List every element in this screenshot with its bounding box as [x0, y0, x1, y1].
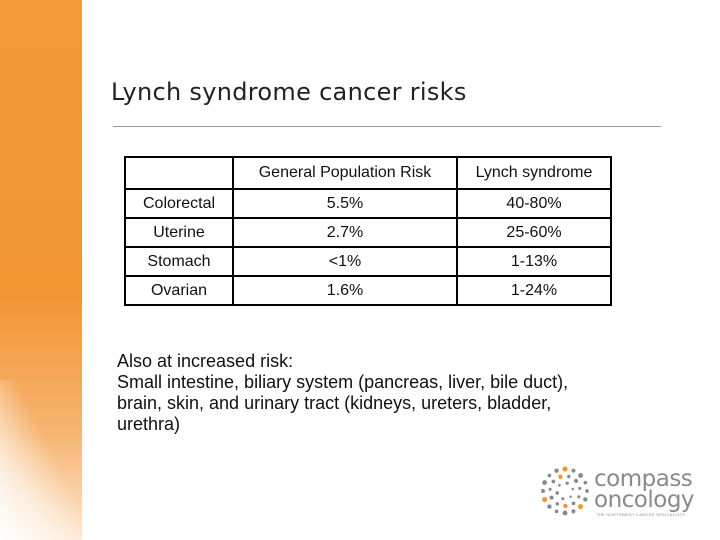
logo-tagline: THE NORTHWEST CANCER SPECIALISTS: [596, 512, 686, 517]
table-header-cell: Lynch syndrome: [457, 157, 611, 189]
note-line: Small intestine, biliary system (pancreas, liver, bile duct),: [117, 372, 569, 392]
table-cell: Ovarian: [125, 276, 233, 305]
logo-dot: [574, 479, 578, 483]
table-cell: 1-13%: [457, 247, 611, 276]
table-header-cell: [125, 157, 233, 189]
logo-dot: [583, 497, 587, 501]
logo-dot: [572, 502, 576, 506]
logo-dot: [567, 475, 570, 478]
table-cell: Stomach: [125, 247, 233, 276]
logo-dot: [585, 489, 589, 493]
logo-dot: [542, 497, 547, 502]
logo-dot: [562, 466, 567, 471]
logo-dot: [549, 488, 552, 491]
table-row: [125, 218, 611, 247]
table-cell: Uterine: [125, 218, 233, 247]
logo-dot: [542, 480, 547, 485]
logo-word-compass: compass: [594, 466, 693, 492]
table-cell: <1%: [233, 247, 457, 276]
logo-dot: [555, 510, 559, 514]
logo-dot: [571, 469, 575, 473]
logo-dot: [556, 502, 559, 505]
slide-title: Lynch syndrome cancer risks: [111, 78, 467, 106]
logo-dot: [571, 509, 575, 513]
logo-dot: [547, 504, 551, 508]
accent-side-fade: [0, 380, 82, 540]
table-cell: 25-60%: [457, 218, 611, 247]
table-cell: Colorectal: [125, 189, 233, 218]
logo-dot: [584, 481, 588, 485]
logo-word-oncology: oncology: [594, 487, 695, 513]
table-header-cell: General Population Risk: [233, 157, 457, 189]
logo-dot: [555, 491, 559, 495]
table-cell: 1-24%: [457, 276, 611, 305]
logo-dot: [541, 489, 545, 493]
note-line: brain, skin, and urinary tract (kidneys, ureters, bladder,: [117, 393, 552, 413]
logo-dot: [578, 473, 583, 478]
table-row: [125, 276, 611, 305]
table-row: [125, 189, 611, 218]
logo-dot: [578, 487, 581, 490]
cancer-risk-table: [124, 156, 612, 306]
additional-risk-note: [117, 351, 657, 435]
logo-dot: [578, 504, 583, 509]
logo-dot: [548, 474, 552, 478]
compass-dots-icon: [538, 464, 592, 518]
logo-dot: [577, 495, 580, 498]
table-cell: 2.7%: [233, 218, 457, 247]
logo-dot: [552, 480, 556, 484]
logo-dot: [558, 484, 561, 487]
note-line: Also at increased risk:: [117, 351, 294, 371]
logo-dot: [561, 497, 564, 500]
logo-dot: [569, 495, 572, 498]
compass-oncology-logo: [538, 464, 698, 520]
table-cell: 5.5%: [233, 189, 457, 218]
logo-dot: [554, 468, 558, 472]
logo-dot: [563, 511, 568, 516]
table-header-row: [125, 157, 611, 189]
table-row: [125, 247, 611, 276]
note-line: urethra): [117, 414, 181, 434]
title-divider: [113, 126, 661, 127]
logo-dot: [558, 475, 562, 479]
logo-dot: [571, 488, 574, 491]
table-cell: 40-80%: [457, 189, 611, 218]
logo-dot: [550, 496, 554, 500]
logo-dot: [566, 482, 569, 485]
logo-dot: [563, 504, 567, 508]
table-cell: 1.6%: [233, 276, 457, 305]
